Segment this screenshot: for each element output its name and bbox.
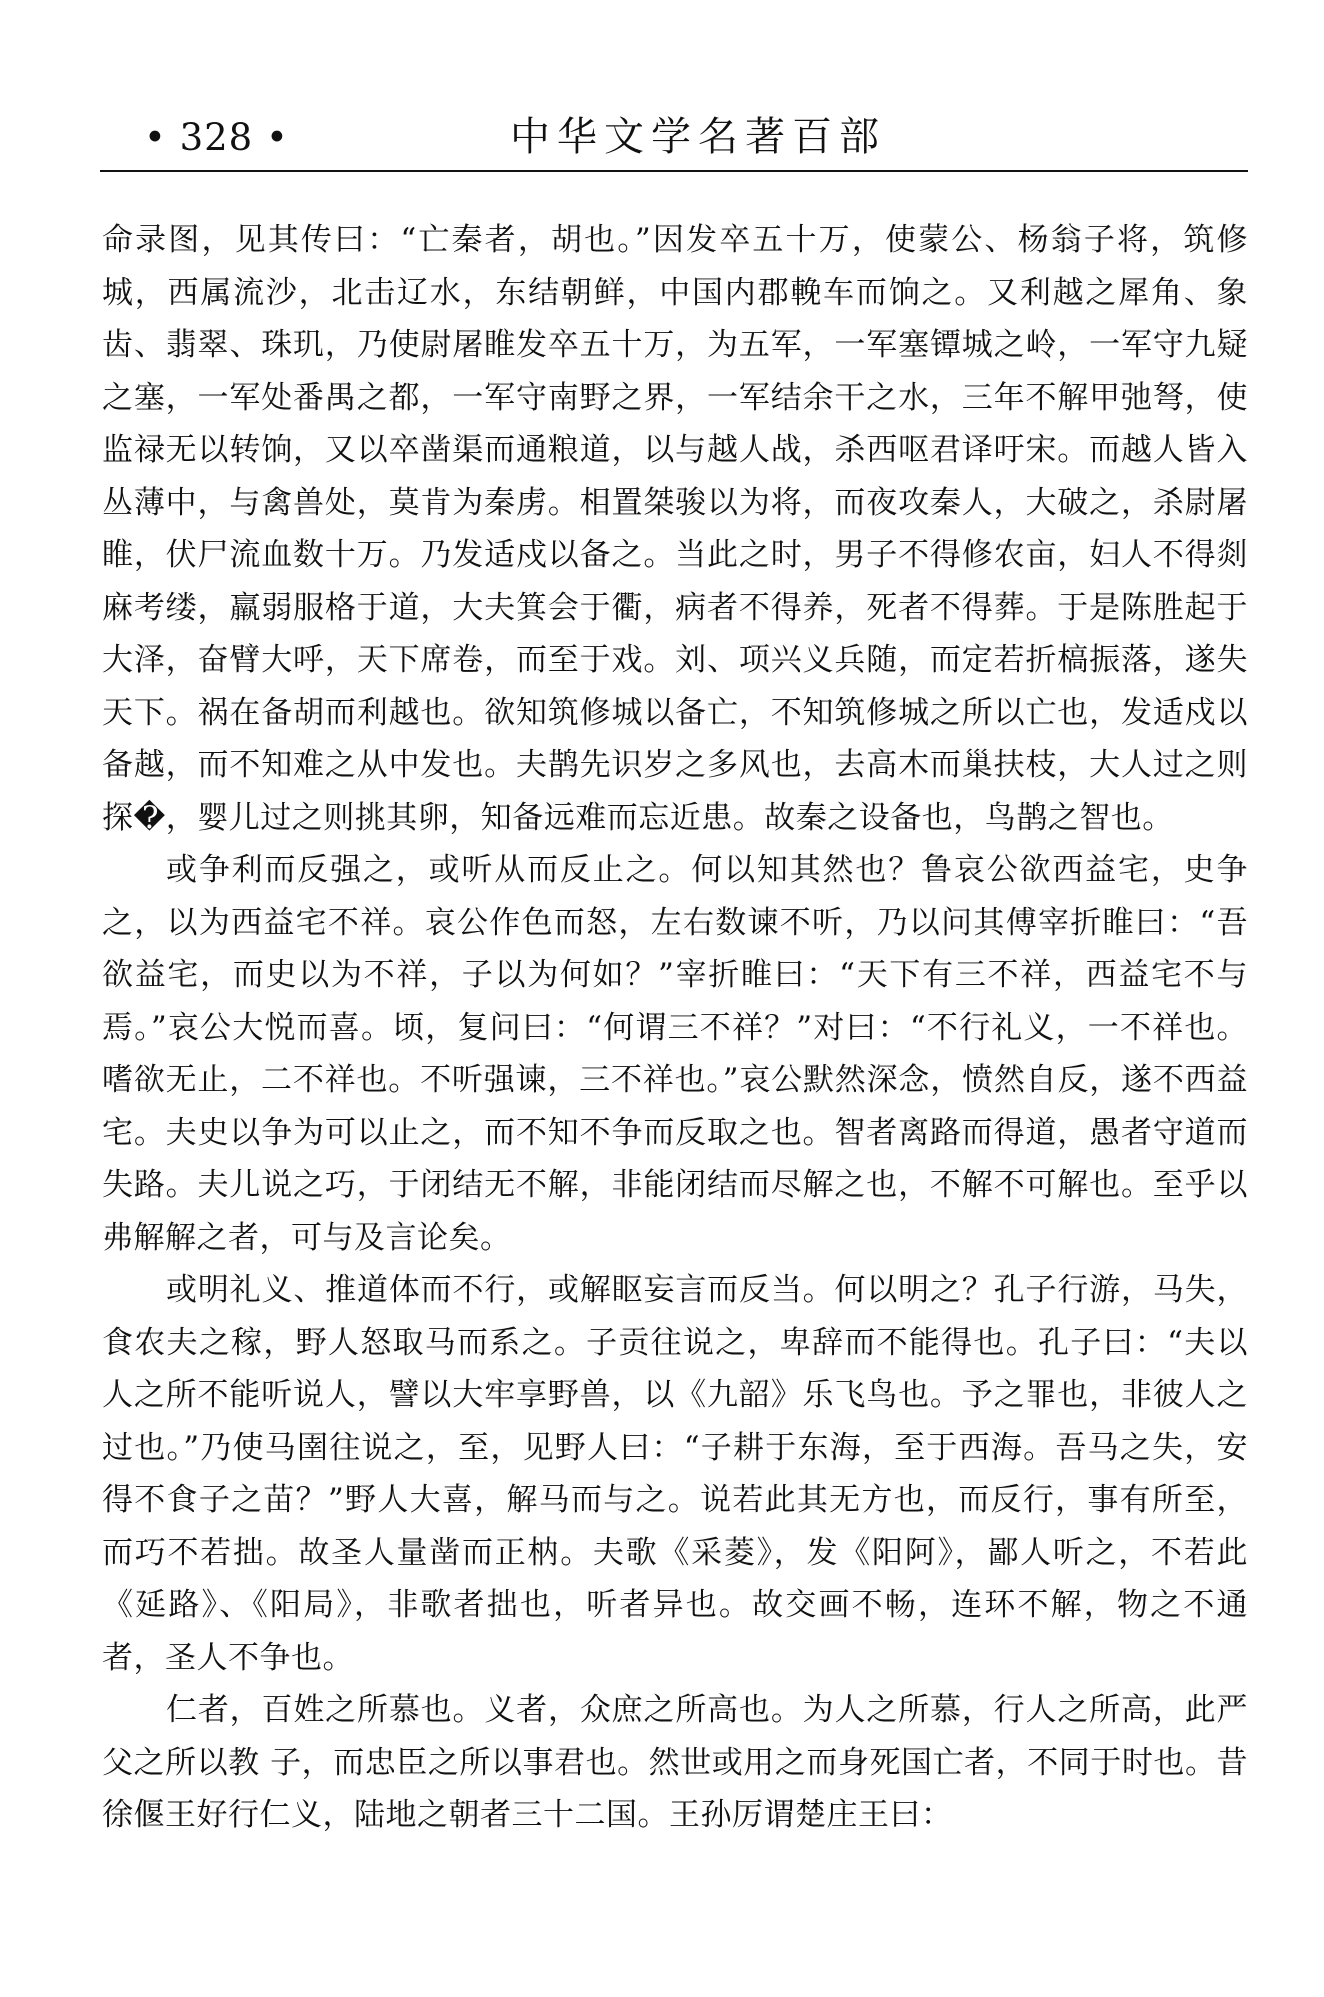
paragraph: 仁者，百姓之所慕也。义者，众庶之所高也。为人之所慕，行人之所高，此严父之所以教 子，而忠臣之所以事君也。然世或用之而身死国亡者，不同于时也。昔徐偃王好行仁义，陆地之朝者三十二国。王孙厉谓楚庄王曰： xyxy=(102,1692,1248,1833)
page-header xyxy=(100,108,1248,170)
body-text xyxy=(102,214,1248,1842)
paragraph: 或明礼义、推道体而不行，或解眍妄言而反当。何以明之？孔子行游，马失，食农夫之稼，野人怒取马而系之。子贡往说之，卑辞而不能得也。孔子曰：“夫以人之所不能听说人，譬以大牢享野兽，以《九韶》乐飞鸟也。予之罪也，非彼人之过也。”乃使马圉往说之，至，见野人曰：“子耕于东海，至于西海。吾马之失，安得不食子之苗？”野人大喜，解马而与之。说若此其无方也，而反行，事有所至，而巧不若拙。故圣人量凿而正枘。夫歌《采菱》，发《阳阿》，鄙人听之，不若此《延路》、《阳局》，非歌者拙也，听者异也。故交画不畅，连环不解，物之不通者，圣人不争也。 xyxy=(102,1272,1248,1676)
page-number: • 328 • xyxy=(144,116,289,159)
paragraph: 命录图，见其传曰：“亡秦者，胡也。”因发卒五十万，使蒙公、杨翁子将，筑修城，西属流沙，北击辽水，东结朝鲜，中国内郡輓车而饷之。又利越之犀角、象齿、翡翠、珠玑，乃使尉屠睢发卒五十万，为五军，一军塞镡城之岭，一军守九疑之塞，一军处番禺之都，一军守南野之界，一军结余干之水，三年不解甲弛弩，使监禄无以转饷，又以卒凿渠而通粮道，以与越人战，杀西呕君译吁宋。而越人皆入丛薄中，与禽兽处，莫肯为秦虏。相置桀骏以为将，而夜攻秦人，大破之，杀尉屠睢，伏尸流血数十万。乃发适戍以备之。当此之时，男子不得修农亩，妇人不得剡麻考缕，羸弱服格于道，大夫箕会于衢，病者不得养，死者不得葬。于是陈胜起于大泽，奋臂大呼，天下席卷，而至于戏。刘、项兴义兵随，而定若折槁振落，遂失天下。祸在备胡而利越也。欲知筑修城以备亡，不知筑修城之所以亡也，发适戍以备越，而不知难之从中发也。夫鹊先识岁之多风也，去高木而巢扶枝，大人过之则探�，婴儿过之则挑其卵，知备远难而忘近患。故秦之设备也，鸟鹊之智也。 xyxy=(102,222,1248,836)
paragraph: 或争利而反强之，或听从而反止之。何以知其然也？鲁哀公欲西益宅，史争之，以为西益宅不祥。哀公作色而怒，左右数谏不听，乃以问其傅宰折睢曰：“吾欲益宅，而史以为不祥，子以为何如？”宰折睢曰：“天下有三不祥，西益宅不与焉。”哀公大悦而喜。顷，复问曰：“何谓三不祥？”对曰：“不行礼义，一不祥也。嗜欲无止，二不祥也。不听强谏，三不祥也。”哀公默然深念，愤然自反，遂不西益宅。夫史以争为可以止之，而不知不争而反取之也。智者离路而得道，愚者守道而失路。夫儿说之巧，于闭结无不解，非能闭结而尽解之也，不解不可解也。至乎以弗解解之者，可与及言论矣。 xyxy=(102,852,1248,1256)
book-title: 中华文学名著百部 xyxy=(510,114,886,160)
header-rule xyxy=(100,170,1248,172)
